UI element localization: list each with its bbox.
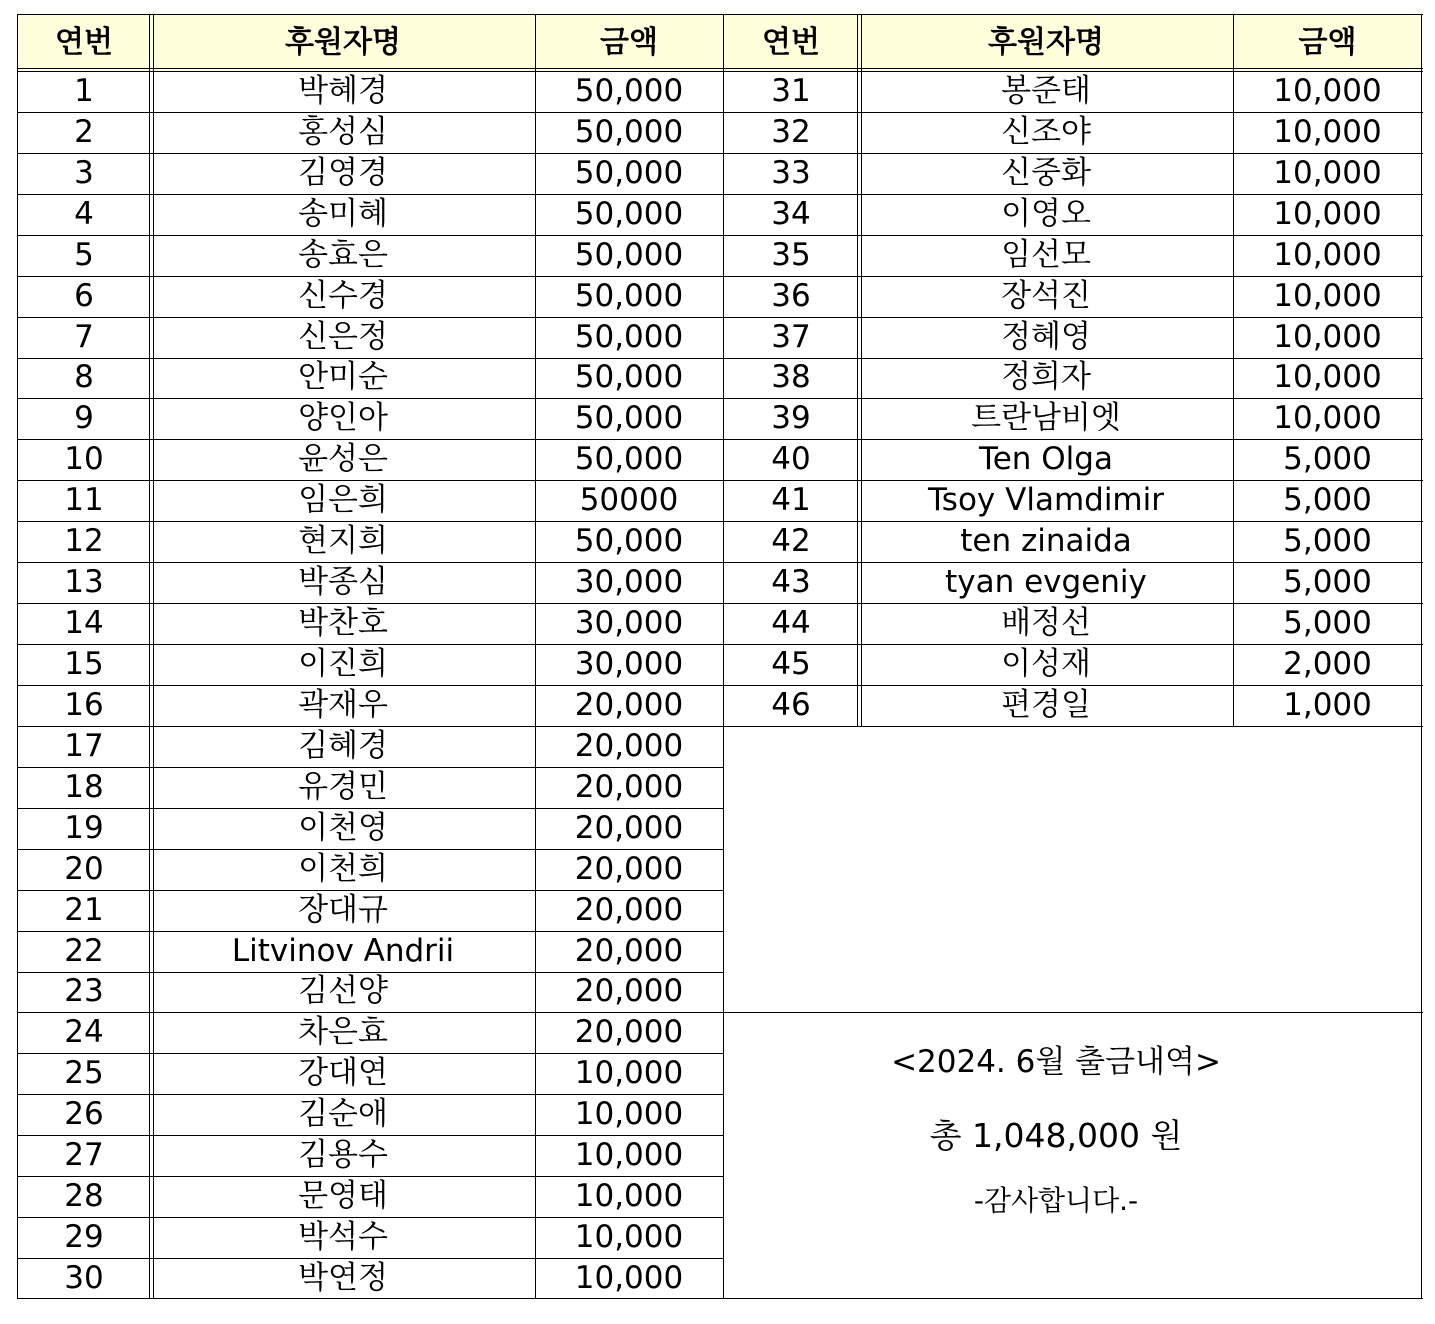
- grid-line: [723, 317, 1423, 318]
- row-number: 22: [64, 932, 104, 969]
- row-number: 33: [771, 154, 811, 191]
- donor-name: Tsoy Vlamdimir: [928, 482, 1164, 519]
- donor-name: 김영경: [298, 154, 388, 191]
- grid-line: [723, 276, 1423, 277]
- donation-amount: 10,000: [1273, 113, 1382, 150]
- donor-name: 윤성은: [298, 441, 388, 478]
- row-number: 24: [64, 1014, 104, 1051]
- donor-name: 이천희: [298, 850, 388, 887]
- grid-line: [17, 1258, 724, 1259]
- donation-amount: 1,000: [1283, 686, 1372, 723]
- row-number: 31: [771, 72, 811, 109]
- donor-name: 홍성심: [298, 113, 388, 150]
- row-number: 46: [771, 686, 811, 723]
- row-number: 34: [771, 195, 811, 232]
- donation-amount: 2,000: [1283, 646, 1372, 683]
- row-number: 29: [64, 1219, 104, 1256]
- grid-line: [17, 849, 724, 850]
- row-number: 32: [771, 113, 811, 150]
- donation-amount: 30,000: [574, 605, 684, 642]
- grid-line: [17, 1012, 724, 1013]
- row-number: 37: [771, 318, 811, 355]
- donation-amount: 10,000: [1273, 359, 1382, 396]
- donation-amount: 20,000: [574, 932, 684, 969]
- row-number: 44: [771, 605, 811, 642]
- donation-amount: 10,000: [1273, 236, 1382, 273]
- row-number: 15: [64, 646, 104, 683]
- row-number: 3: [74, 154, 94, 191]
- donation-amount: 50,000: [574, 236, 684, 273]
- donation-amount: 10,000: [574, 1096, 684, 1133]
- grid-line: [723, 521, 1423, 522]
- grid-line: [723, 358, 1423, 359]
- grid-line: [17, 276, 724, 277]
- donor-name: 장대규: [298, 891, 388, 928]
- grid-line: [17, 153, 724, 154]
- donation-amount: 20,000: [574, 850, 684, 887]
- grid-line: [723, 112, 1423, 113]
- row-number: 25: [64, 1055, 104, 1092]
- row-number: 28: [64, 1178, 104, 1215]
- donation-amount: 50,000: [574, 72, 684, 109]
- grid-line: [1233, 14, 1234, 726]
- grid-line: [723, 153, 1423, 154]
- donation-amount: 50,000: [574, 277, 684, 314]
- donor-name: 신중화: [1001, 154, 1091, 191]
- donor-name: Litvinov Andrii: [231, 932, 455, 969]
- donor-name: 송효은: [298, 236, 388, 273]
- donation-amount: 5,000: [1283, 605, 1372, 642]
- row-number: 9: [74, 400, 94, 437]
- donation-amount: 30,000: [574, 564, 684, 601]
- header-name-right: 후원자명: [859, 14, 1233, 71]
- grid-line: [17, 14, 18, 1299]
- row-number: 42: [771, 523, 811, 560]
- donation-amount: 30,000: [574, 646, 684, 683]
- grid-line: [17, 1094, 724, 1095]
- donor-name: 배정선: [1001, 605, 1091, 642]
- donor-name: 정혜영: [1001, 318, 1091, 355]
- summary-total: 총 1,048,000 원: [929, 1116, 1183, 1155]
- grid-line: [17, 767, 724, 768]
- donor-name: 양인아: [298, 400, 388, 437]
- row-number: 39: [771, 400, 811, 437]
- donor-name: 정희자: [1001, 359, 1091, 396]
- row-number: 12: [64, 523, 104, 560]
- row-number: 13: [64, 564, 104, 601]
- row-number: 26: [64, 1096, 104, 1133]
- grid-line: [723, 644, 1423, 645]
- donation-amount: 10,000: [1273, 318, 1382, 355]
- grid-line: [153, 14, 154, 1299]
- donor-name: 이진희: [298, 646, 388, 683]
- donor-name: 장석진: [1001, 277, 1091, 314]
- donor-name: 신조야: [1001, 113, 1091, 150]
- grid-line: [723, 194, 1423, 195]
- row-number: 38: [771, 359, 811, 396]
- grid-line: [723, 480, 1423, 481]
- grid-line: [723, 562, 1423, 563]
- grid-line: [17, 194, 724, 195]
- donor-name: Ten Olga: [979, 441, 1113, 478]
- grid-line: [17, 480, 724, 481]
- donation-amount: 10,000: [1273, 154, 1382, 191]
- donor-name: 차은효: [298, 1014, 388, 1051]
- row-number: 11: [64, 482, 104, 519]
- donation-amount: 50,000: [574, 154, 684, 191]
- donation-amount: 10,000: [574, 1055, 684, 1092]
- donor-name: 김용수: [298, 1137, 388, 1174]
- row-number: 18: [64, 768, 104, 805]
- row-number: 35: [771, 236, 811, 273]
- donor-name: 편경일: [1001, 686, 1091, 723]
- grid-line: [17, 726, 724, 727]
- donation-amount: 5,000: [1283, 523, 1372, 560]
- donation-amount: 20,000: [574, 686, 684, 723]
- donation-amount: 20,000: [574, 809, 684, 846]
- donor-name: 트란남비엣: [971, 400, 1121, 437]
- donation-amount: 50,000: [574, 523, 684, 560]
- donation-amount: 50000: [579, 482, 679, 519]
- donor-name: 유경민: [298, 768, 388, 805]
- grid-line: [17, 890, 724, 891]
- grid-line: [17, 1053, 724, 1054]
- row-number: 17: [64, 727, 104, 764]
- donor-name: 신은정: [298, 318, 388, 355]
- row-number: 43: [771, 564, 811, 601]
- donor-name: 박혜경: [298, 72, 388, 109]
- grid-line: [17, 14, 1423, 15]
- donor-name: 문영태: [298, 1178, 388, 1215]
- grid-line: [17, 1176, 724, 1177]
- grid-line: [17, 685, 724, 686]
- donor-name: 김혜경: [298, 727, 388, 764]
- grid-line: [723, 439, 1423, 440]
- grid-line: [17, 1135, 724, 1136]
- header-amount: 금액: [535, 14, 723, 71]
- grid-line: [723, 726, 1423, 727]
- row-number: 8: [74, 359, 94, 396]
- header-amount-right: 금액: [1233, 14, 1422, 71]
- donor-name: 김순애: [298, 1096, 388, 1133]
- donation-amount: 5,000: [1283, 564, 1372, 601]
- donor-name: 송미혜: [298, 195, 388, 232]
- donor-name: ten zinaida: [960, 523, 1132, 560]
- grid-line: [857, 14, 858, 726]
- row-number: 27: [64, 1137, 104, 1174]
- grid-line: [723, 603, 1423, 604]
- grid-line: [17, 521, 724, 522]
- row-number: 20: [64, 850, 104, 887]
- grid-line: [17, 562, 724, 563]
- donation-amount: 50,000: [574, 441, 684, 478]
- donation-amount: 20,000: [574, 1014, 684, 1051]
- row-number: 5: [74, 236, 94, 273]
- row-number: 19: [64, 809, 104, 846]
- donor-name: 강대연: [298, 1055, 388, 1092]
- donation-amount: 10,000: [574, 1137, 684, 1174]
- donor-name: 안미순: [298, 359, 388, 396]
- donor-name: 이천영: [298, 809, 388, 846]
- donation-amount: 50,000: [574, 113, 684, 150]
- summary-title: <2024. 6월 출금내역>: [891, 1044, 1221, 1080]
- grid-line: [17, 317, 724, 318]
- donation-amount: 20,000: [574, 727, 684, 764]
- grid-line: [17, 439, 724, 440]
- header-num-right: 연번: [723, 14, 859, 71]
- donor-name: tyan evgeniy: [945, 564, 1147, 601]
- donation-amount: 50,000: [574, 359, 684, 396]
- donation-amount: 5,000: [1283, 441, 1372, 478]
- row-number: 14: [64, 605, 104, 642]
- grid-line: [723, 235, 1423, 236]
- donor-name: 박종심: [298, 564, 388, 601]
- row-number: 7: [74, 318, 94, 355]
- donation-amount: 10,000: [1273, 277, 1382, 314]
- grid-line: [17, 972, 724, 973]
- donation-amount: 50,000: [574, 195, 684, 232]
- row-number: 45: [771, 646, 811, 683]
- row-number: 16: [64, 686, 104, 723]
- grid-line: [861, 14, 862, 726]
- grid-line: [17, 808, 724, 809]
- row-number: 23: [64, 973, 104, 1010]
- header-name: 후원자명: [151, 14, 535, 71]
- donation-amount: 50,000: [574, 318, 684, 355]
- donor-name: 신수경: [298, 277, 388, 314]
- donation-amount: 10,000: [1273, 195, 1382, 232]
- grid-line: [17, 398, 724, 399]
- donation-amount: 10,000: [574, 1178, 684, 1215]
- grid-line: [723, 685, 1423, 686]
- donor-name: 임선모: [1001, 236, 1091, 273]
- grid-line: [149, 14, 150, 1299]
- grid-line: [17, 68, 1423, 69]
- donor-name: 이성재: [1001, 646, 1091, 683]
- donor-name: 박찬호: [298, 605, 388, 642]
- grid-line: [17, 71, 1423, 72]
- summary-box: [707, 998, 1405, 1285]
- grid-line: [1421, 14, 1422, 1299]
- donation-amount: 5,000: [1283, 482, 1372, 519]
- donation-amount: 20,000: [574, 973, 684, 1010]
- grid-line: [17, 235, 724, 236]
- grid-line: [17, 931, 724, 932]
- grid-line: [17, 112, 724, 113]
- donor-name: 박연정: [298, 1260, 388, 1297]
- donation-amount: 10,000: [1273, 72, 1382, 109]
- donation-amount: 10,000: [574, 1219, 684, 1256]
- row-number: 40: [771, 441, 811, 478]
- row-number: 10: [64, 441, 104, 478]
- row-number: 2: [74, 113, 94, 150]
- row-number: 21: [64, 891, 104, 928]
- grid-line: [17, 1298, 1423, 1299]
- donor-name: 김선양: [298, 973, 388, 1010]
- donation-amount: 50,000: [574, 400, 684, 437]
- row-number: 41: [771, 482, 811, 519]
- row-number: 30: [64, 1260, 104, 1297]
- donor-name: 봉준태: [1001, 72, 1091, 109]
- grid-line: [17, 1217, 724, 1218]
- row-number: 4: [74, 195, 94, 232]
- summary-thanks: -감사합니다.-: [973, 1184, 1139, 1217]
- donation-amount: 10,000: [574, 1260, 684, 1297]
- donor-name: 임은희: [298, 482, 388, 519]
- grid-line: [17, 603, 724, 604]
- grid-line: [17, 358, 724, 359]
- donation-amount: 20,000: [574, 768, 684, 805]
- grid-line: [17, 644, 724, 645]
- donor-name: 곽재우: [298, 686, 388, 723]
- donation-amount: 10,000: [1273, 400, 1382, 437]
- row-number: 6: [74, 277, 94, 314]
- row-number: 1: [74, 72, 94, 109]
- donor-name: 박석수: [298, 1219, 388, 1256]
- row-number: 36: [771, 277, 811, 314]
- donation-amount: 20,000: [574, 891, 684, 928]
- donor-name: 이영오: [1001, 195, 1091, 232]
- header-num: 연번: [17, 14, 151, 71]
- grid-line: [535, 14, 536, 1299]
- grid-line: [723, 398, 1423, 399]
- donor-name: 현지희: [298, 523, 388, 560]
